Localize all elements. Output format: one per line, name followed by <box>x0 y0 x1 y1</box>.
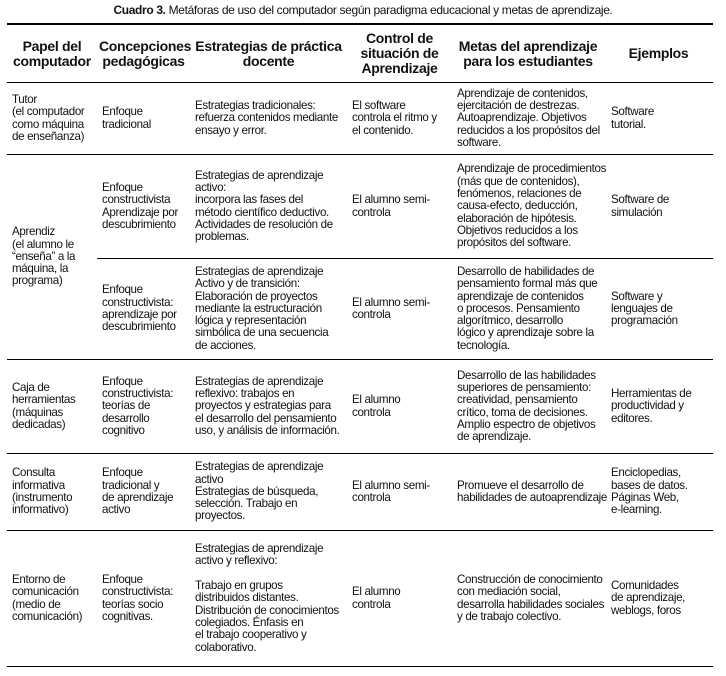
cell-line: controla <box>352 308 391 321</box>
metaphors-table <box>7 23 713 667</box>
cell-examples <box>604 454 713 531</box>
cell-line: informativa <box>12 478 65 492</box>
cell-line: crítico, toma de decisiones. <box>457 405 588 419</box>
cell-line: comunicación) <box>12 609 83 623</box>
cell-line: descubrimiento <box>102 320 176 334</box>
cell-line: tradicional <box>102 117 151 131</box>
cell-line: (el computador <box>12 105 85 119</box>
cell-line: Papel del <box>22 37 82 54</box>
cell-line: activo <box>102 503 131 517</box>
cell-line: Estrategias de aprendizaje <box>195 168 324 182</box>
cell-line: controla <box>352 205 391 219</box>
cell-line: Estrategias de aprendizaje <box>195 460 324 474</box>
cell-line: lógico y aprendizaje sobre la <box>457 326 594 340</box>
cell-line: problemas. <box>195 230 249 244</box>
cell-line: El alumno <box>352 585 401 599</box>
cell-line: Desarrollo de habilidades de <box>457 264 595 278</box>
cell-line: simbólica de una secuencia <box>195 326 329 340</box>
cell-line: de enseñanza) <box>12 129 85 143</box>
cell-pedagogy <box>97 155 190 259</box>
cell-line: Objetivos reducidos a los <box>457 223 578 237</box>
cell-line: (el alumno le <box>12 237 74 251</box>
cell-line: e-learning. <box>611 503 662 517</box>
cell-line: Entorno de <box>12 572 66 586</box>
cell-line: comunicación <box>12 585 79 599</box>
caption-label: Cuadro 3. <box>113 3 166 17</box>
cell-control <box>347 259 452 360</box>
table-row <box>7 454 713 531</box>
header-pedagogy <box>97 24 190 83</box>
cell-strategies <box>190 360 347 454</box>
cell-pedagogy <box>97 360 190 454</box>
cell-control <box>347 360 452 454</box>
cell-line: cognitivas. <box>102 609 153 623</box>
cell-line: máquina, la <box>12 262 69 276</box>
cell-line: Actividades de resolución de <box>195 217 333 231</box>
cell-line: computador <box>13 52 91 69</box>
cell-line: dedicadas) <box>12 417 66 431</box>
cell-line: Promueve el desarrollo de <box>457 478 584 492</box>
cell-line: Aprendizaje por <box>102 205 178 219</box>
cell-line: El alumno semi- <box>352 295 430 309</box>
cell-line: lenguajes de <box>611 301 673 315</box>
cell-line: El alumno semi- <box>352 478 430 492</box>
table-row <box>7 155 713 259</box>
cell-line: refuerza contenidos mediante <box>195 111 338 125</box>
table-row <box>7 360 713 454</box>
cell-goals <box>452 360 604 454</box>
cell-line: selección. Trabajo en <box>195 497 298 511</box>
cell-line: Enfoque <box>102 374 143 388</box>
cell-line: método científico deductivo. <box>195 205 329 219</box>
header-goals <box>452 24 604 83</box>
cell-line: ejercitación de destrezas. <box>457 99 580 113</box>
cell-line: herramientas <box>12 393 76 407</box>
cell-line: como máquina <box>12 117 84 131</box>
cell-line: propósitos del software. <box>457 236 572 250</box>
cell-line: incorpora las fases del <box>195 193 303 207</box>
cell-line: descubrimiento <box>102 217 176 231</box>
cell-line: pedagógicas <box>102 52 185 69</box>
cell-line: desarrolla habilidades sociales <box>457 597 605 611</box>
cell-line: Activo y de transición: <box>195 277 300 291</box>
cell-line: teorías de <box>102 399 151 413</box>
cell-line: Amplio espectro de objetivos <box>457 417 596 431</box>
cell-line: Enfoque <box>102 283 143 297</box>
cell-control <box>347 155 452 259</box>
cell-line: constructivista: <box>102 295 174 309</box>
cell-line: colaborativo. <box>195 640 257 654</box>
cell-role <box>7 360 97 454</box>
cell-line: Desarrollo de las habilidades <box>457 368 596 382</box>
cell-line: Ejemplos <box>628 45 689 61</box>
cell-line: simulación <box>611 205 663 219</box>
cell-line: (máquinas <box>12 405 63 419</box>
cell-line: Control de <box>366 30 433 46</box>
cell-line: colegiados. Énfasis en <box>195 615 304 629</box>
cell-goals <box>452 155 607 259</box>
cell-line: Enfoque <box>102 572 143 586</box>
cell-line: controla <box>352 597 391 611</box>
cell-line: Estrategias de búsqueda, <box>195 484 319 498</box>
cell-line: situación de <box>360 45 439 61</box>
cell-line: Autoaprendizaje. Objetivos <box>457 111 587 125</box>
cell-role <box>7 155 97 360</box>
cell-line: mediante la estructuración <box>195 301 322 315</box>
cell-line: controla <box>352 405 391 419</box>
cell-line: Enfoque <box>102 105 143 119</box>
table-row <box>7 531 713 667</box>
cell-line: elaboración de hipótesis. <box>457 211 577 225</box>
cell-line: activo y reflexivo: <box>195 554 278 568</box>
cell-line: software. <box>457 135 501 149</box>
header-examples <box>604 24 713 83</box>
cell-line: o procesos. Pensamiento <box>457 301 580 315</box>
cell-line: reflexivo: trabajos en <box>195 387 295 401</box>
cell-line: constructivista: <box>102 387 174 401</box>
cell-control <box>347 83 452 155</box>
header-role <box>7 24 97 83</box>
cell-line: distribuidos distantes. <box>195 591 299 605</box>
cell-line: pensamiento formal más que <box>457 277 598 291</box>
cell-line: fenómenos, relaciones de <box>457 187 582 201</box>
cell-line: Consulta <box>12 466 55 480</box>
cell-strategies <box>190 155 347 259</box>
cell-line: de acciones. <box>195 338 256 352</box>
cell-role <box>7 454 97 531</box>
cell-line: constructivista <box>102 193 171 207</box>
cell-control <box>347 531 452 667</box>
cell-line: controla el ritmo y <box>352 111 437 125</box>
cell-line: superiores de pensamiento: <box>457 380 591 394</box>
cell-line: productividad y <box>611 399 684 413</box>
cell-examples <box>604 531 713 667</box>
cell-line: bases de datos. <box>611 478 688 492</box>
header-strategies <box>190 24 347 83</box>
cell-line: Estrategias de aprendizaje <box>195 374 324 388</box>
cell-line: Estrategias de práctica <box>195 37 342 54</box>
cell-role <box>7 83 97 155</box>
cell-line: (más que de contenidos), <box>457 174 580 188</box>
cell-line: aprendizaje de contenidos <box>457 289 584 303</box>
cell-line: ensayo y error. <box>195 123 267 137</box>
cell-line: (medio de <box>12 597 61 611</box>
cell-line: Software de <box>611 193 670 207</box>
cell-line: uso, y análisis de información. <box>195 423 340 437</box>
cell-line: de aprendizaje, <box>611 591 686 605</box>
cell-pedagogy <box>97 259 190 360</box>
cell-line: lógica y representación <box>195 314 307 328</box>
cell-line: Herramientas de <box>611 387 692 401</box>
cell-line: “enseña” a la <box>12 249 76 263</box>
caption-text: Metáforas de uso del computador según paradigma educacional y metas de aprendizaje. <box>165 3 613 17</box>
cell-line: el desarrollo del pensamiento <box>195 411 337 425</box>
cell-line: cognitivo <box>102 423 145 437</box>
cell-line: Páginas Web, <box>611 491 679 504</box>
table-caption <box>0 3 726 17</box>
cell-pedagogy <box>97 454 190 531</box>
cell-line: Tutor <box>12 92 37 106</box>
cell-strategies <box>190 454 347 531</box>
cell-line: Trabajo en grupos <box>195 579 283 593</box>
cell-examples <box>604 259 713 360</box>
cell-control <box>347 454 452 531</box>
cell-line: Enfoque <box>102 466 143 480</box>
cell-line: con mediación social, <box>457 585 561 599</box>
cell-pedagogy <box>97 531 190 667</box>
cell-line: Comunidades <box>611 579 679 593</box>
cell-line: de aprendizaje <box>102 491 174 504</box>
table-row <box>7 259 713 360</box>
cell-line: causa-efecto, deducción, <box>457 199 578 213</box>
cell-line: Concepciones <box>99 37 192 54</box>
cell-line: El alumno <box>352 393 401 407</box>
cell-line: de aprendizaje. <box>457 430 532 444</box>
cell-line: informativo) <box>12 503 69 517</box>
cell-line: Elaboración de proyectos <box>195 289 318 303</box>
cell-goals <box>452 454 608 531</box>
cell-line: habilidades de autoaprendizaje <box>457 491 608 504</box>
cell-line: editores. <box>611 411 653 425</box>
cell-line: Caja de <box>12 380 50 394</box>
cell-pedagogy <box>97 83 190 155</box>
cell-line: Software y <box>611 289 663 303</box>
cell-strategies <box>190 83 347 155</box>
cell-line: para los estudiantes <box>463 52 593 69</box>
cell-line: proyectos. <box>195 509 245 523</box>
cell-strategies <box>190 531 347 667</box>
cell-line: programa) <box>12 274 63 288</box>
cell-line: Aprendiz <box>12 225 55 239</box>
cell-strategies <box>190 259 347 360</box>
cell-line: Construcción de conocimiento <box>457 572 603 586</box>
cell-line: creatividad, pensamiento <box>457 393 578 407</box>
cell-line: Estrategias de aprendizaje <box>195 542 324 556</box>
cell-line: tutorial. <box>611 117 646 131</box>
cell-line: El alumno semi- <box>352 193 430 207</box>
cell-line: Estrategias tradicionales: <box>195 99 316 113</box>
cell-line: activo <box>195 472 224 486</box>
cell-line: docente <box>242 52 295 69</box>
cell-line: tradicional y <box>102 478 160 492</box>
cell-line: y de trabajo colectivo. <box>457 609 562 623</box>
cell-line: desarrollo <box>102 411 150 425</box>
cell-line: aprendizaje por <box>102 308 177 321</box>
cell-line: tecnología. <box>457 338 510 352</box>
cell-line: algorítmico, desarrollo <box>457 314 564 328</box>
cell-role <box>7 531 97 667</box>
header-control <box>347 24 452 83</box>
cell-line: Distribución de conocimientos <box>195 603 339 617</box>
cell-line: controla <box>352 491 391 504</box>
cell-goals <box>452 83 604 155</box>
table-row <box>7 83 713 155</box>
header-row <box>7 24 713 83</box>
cell-line: Aprendizaje de procedimientos <box>457 162 607 176</box>
cell-examples <box>604 155 713 259</box>
cell-line: teorías socio <box>102 597 164 611</box>
cell-line: reducidos a los propósitos del <box>457 123 600 137</box>
cell-line: weblogs, foros <box>611 603 681 617</box>
cell-line: Aprendizaje de contenidos, <box>457 86 588 100</box>
cell-goals <box>452 531 604 667</box>
cell-line: Enciclopedias, <box>611 466 681 480</box>
cell-line: Aprendizaje <box>361 60 438 76</box>
cell-examples <box>604 360 713 454</box>
cell-line: (instrumento <box>12 491 73 504</box>
cell-line: El software <box>352 99 406 113</box>
cell-goals <box>452 259 604 360</box>
cell-line: Software <box>611 105 654 119</box>
cell-line: Estrategias de aprendizaje <box>195 264 324 278</box>
cell-line: activo: <box>195 180 227 194</box>
cell-line: constructivista: <box>102 585 174 599</box>
cell-examples <box>604 83 713 155</box>
cell-line: Enfoque <box>102 180 143 194</box>
cell-line: el contenido. <box>352 123 414 137</box>
cell-line: el trabajo cooperativo y <box>195 628 307 642</box>
cell-line: programación <box>611 314 678 328</box>
cell-line: proyectos y estrategias para <box>195 399 331 413</box>
cell-line: Metas del aprendizaje <box>458 37 598 54</box>
